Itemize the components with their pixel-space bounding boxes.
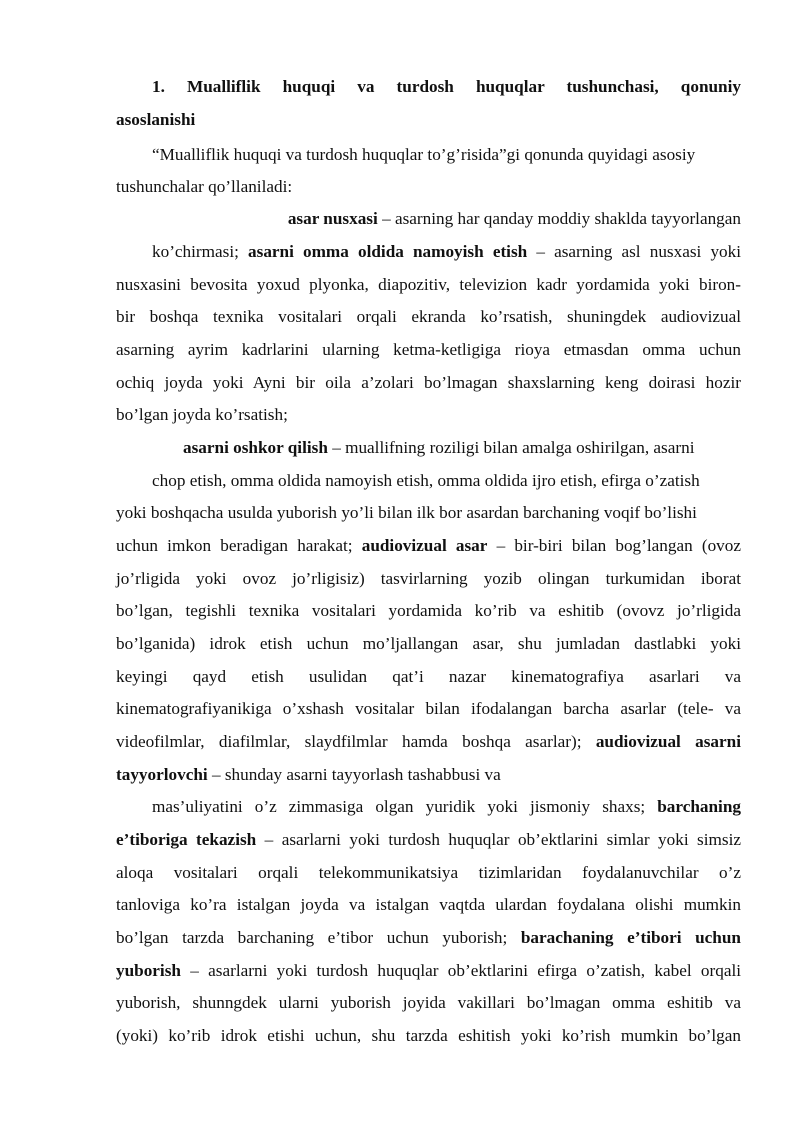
term: asarni oshkor qilish [183,438,328,457]
text-line: bo’lgan joyda ko’rsatish; [116,405,288,424]
text-line: bo’lgan, tegishli texnika vositalari yordamida ko’rib va eshitib (ovovz jo’rligida [116,601,741,620]
section-heading: 1. Mualliflik huquqi va turdosh huquqlar tushunchasi, qonuniy [152,77,741,96]
text-line: yoki boshqacha usulda yuborish yo’li bilan ilk bor asardan barchaning voqif bo’lishi [116,503,697,522]
term: audiovizual asar [361,536,488,555]
definition-text: – asarlarni yoki turdosh huquqlar ob’ektlarini efirga o’zatish, kabel orqali [180,961,741,980]
lead-text: bo’lgan tarzda barchaning e’tibor uchun yuborish; [116,928,521,947]
text-line: bo’lganida) idrok etish uchun mo’ljallangan asar, shu jumladan dastlabki yoki [116,634,741,653]
lead-text: mas’uliyatini o’z zimmasiga olgan yuridik yoki jismoniy shaxs; [152,797,658,816]
text-line: aloqa vositalari orqali telekommunikatsiya tizimlaridan foydalanuvchilar o’z [116,863,741,882]
intro-paragraph-cont: tushunchalar qo’llaniladi: [116,177,293,196]
term: yuborish [116,961,181,980]
definition-asar-nusxasi [288,209,741,229]
text-line: tanloviga ko’ra istalgan joyda va istalgan vaqtda ulardan foydalana olishi mumkin [116,895,741,914]
term: audiovizual asarni [595,732,741,751]
definition-text: – shunday asarni tayyorlash tashabbusi va [207,765,501,784]
definition-etiboriga-yetkazish [116,830,741,850]
definition-text: – asarning har qanday moddiy shaklda tayyorlangan [377,209,741,228]
term: barchaning [657,797,741,816]
text-line: kinematografiyanikiga o’xshash vositalar bilan ifodalangan barcha asarlar (tele- va [116,699,741,718]
definition-audiovizual-asar [116,536,741,556]
lead-text: videofilmlar, diafilmlar, slaydfilmlar hamda boshqa asarlar); [116,732,596,751]
definition-text: – asarlarni yoki turdosh huquqlar ob’ektlarini simlar yoki simsiz [256,830,741,849]
text-line [152,797,741,817]
definition-text: – muallifning roziligi bilan amalga oshirilgan, asarni [327,438,695,457]
intro-paragraph: “Mualliflik huquqi va turdosh huquqlar to’g’risida”gi qonunda quyidagi asosiy [152,145,696,164]
text-line: chop etish, omma oldida namoyish etish, omma oldida ijro etish, efirga o’zatish [152,471,700,490]
text-line: (yoki) ko’rib idrok etishi uchun, shu tarzda eshitish yoki ko’rish mumkin bo’lgan [116,1026,741,1045]
definition-yuborish [116,961,741,981]
lead-text: ko’chirmasi; [152,242,249,261]
definition-text: – asarning asl nusxasi yoki [527,242,742,261]
text-line: nusxasini bevosita yoxud plyonka, diapozitiv, televizion kadr yordamida yoki biron- [116,275,741,294]
text-line: jo’rligida yoki ovoz jo’rligisiz) tasvirlarning yozib olingan turkumidan iborat [116,569,741,588]
text-line: asarning ayrim kadrlarini ularning ketma-ketligiga rioya etmasdan omma uchun [116,340,741,359]
term: tayyorlovchi [116,765,208,784]
text-line: bir boshqa texnika vositalari orqali ekranda ko’rsatish, shuningdek audiovizual [116,307,741,326]
text-line [116,928,741,948]
term: asar nusxasi [287,209,378,228]
lead-text: uchun imkon beradigan harakat; [116,536,362,555]
text-line: keyingi qayd etish usulidan qat’i nazar kinematografiya asarlari va [116,667,741,686]
text-line: yuborish, shunngdek ularni yuborish joyida vakillari bo’lmagan omma eshitib va [116,993,741,1012]
definition-namoyish-etish [152,242,741,262]
definition-text: – bir-biri bilan bog’langan (ovoz [487,536,741,555]
section-heading-cont: asoslanishi [116,110,196,129]
text-line [116,732,741,752]
definition-oshkor-qilish [183,438,694,458]
text-line: ochiq joyda yoki Ayni bir oila a’zolari bo’lmagan shaxslarning keng doirasi hozir [116,373,741,392]
term: asarni omma oldida namoyish etish [248,242,528,261]
term: barachaning e’tibori uchun [520,928,741,947]
term: e’tiboriga tekazish [116,830,257,849]
definition-tayyorlovchi [116,765,501,785]
